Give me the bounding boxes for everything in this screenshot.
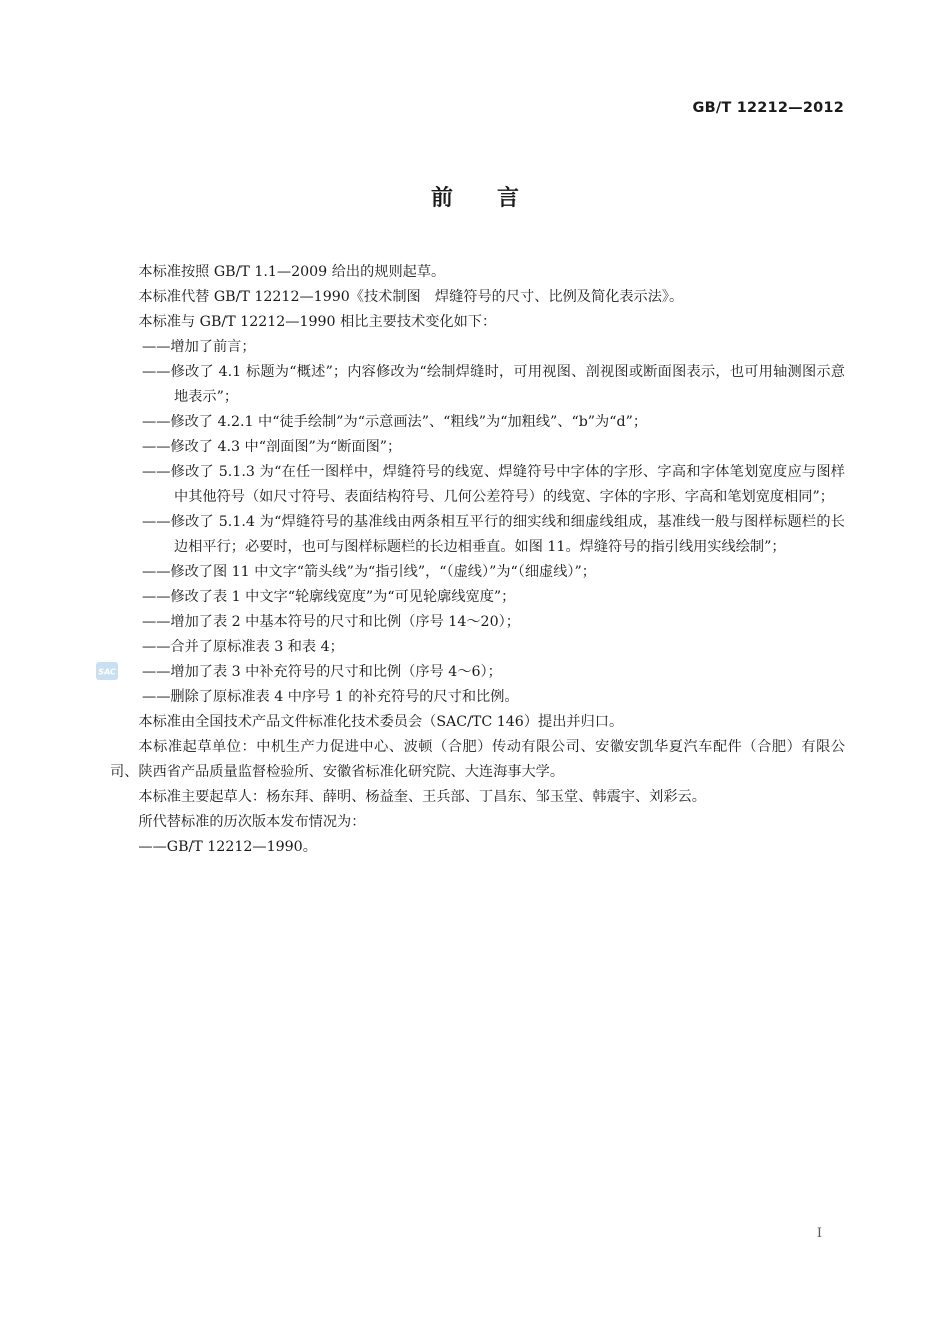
change-item: ——合并了原标准表 3 和表 4； — [142, 639, 344, 655]
history-item: ——GB/T 12212—1990。 — [138, 839, 317, 855]
svg-text:SAC: SAC — [98, 667, 116, 677]
change-item: ——修改了 4.2.1 中“徒手绘制”为“示意画法”、“粗线”为“加粗线”、“b”为“d”； — [142, 414, 648, 430]
change-item: ——删除了原标准表 4 中序号 1 的补充符号的尺寸和比例。 — [142, 689, 519, 705]
change-item: ——增加了表 3 中补充符号的尺寸和比例（序号 4～6）； — [142, 664, 502, 680]
change-item: ——修改了 5.1.4 为“焊缝符号的基准线由两条相互平行的细实线和细虚线组成，基准线一般与图样标题栏的长边相平行；必要时，也可与图样标题栏的长边相垂直。如图 11。焊缝符号的指引线用实线绘制”； — [142, 514, 845, 555]
change-item: ——修改了表 1 中文字“轮廓线宽度”为“可见轮廓线宽度”； — [142, 589, 516, 605]
intro-paragraph: 本标准与 GB/T 12212—1990 相比主要技术变化如下： — [138, 314, 497, 330]
change-item: ——修改了 4.3 中“剖面图”为“断面图”； — [142, 439, 402, 455]
page-number: I — [816, 1226, 822, 1241]
closing-paragraph: 本标准起草单位：中机生产力促进中心、波顿（合肥）传动有限公司、安徽安凯华夏汽车配件（合肥）有限公司、陕西省产品质量监督检验所、安徽省标准化研究院、大连海事大学。 — [110, 739, 845, 780]
closing-paragraph: 本标准由全国技术产品文件标准化技术委员会（SAC/TC 146）提出并归口。 — [138, 714, 624, 730]
intro-paragraph: 本标准按照 GB/T 1.1—2009 给出的规则起草。 — [138, 264, 446, 280]
closing-paragraph: 本标准主要起草人：杨东拜、薛明、杨益奎、王兵部、丁昌东、邹玉堂、韩震宇、刘彩云。 — [138, 789, 706, 805]
change-item: ——修改了 4.1 标题为“概述”；内容修改为“绘制焊缝时，可用视图、剖视图或断面图表示，也可用轴测图示意地表示”； — [142, 364, 845, 405]
page-title: 前言 — [430, 186, 563, 211]
change-item: ——修改了图 11 中文字“箭头线”为“指引线”，“（虚线）”为“（细虚线）”； — [142, 564, 596, 580]
change-item: ——增加了表 2 中基本符号的尺寸和比例（序号 14～20）； — [142, 614, 520, 630]
change-item: ——修改了 5.1.3 为“在任一图样中，焊缝符号的线宽、焊缝符号中字体的字形、字高和字体笔划宽度应与图样中其他符号（如尺寸符号、表面结构符号、几何公差符号）的线宽、字体的字形、字高和笔划宽度相同”； — [142, 464, 845, 505]
standard-number: GB/T 12212—2012 — [692, 100, 844, 116]
change-item: ——增加了前言； — [142, 339, 256, 355]
closing-paragraph: 所代替标准的历次版本发布情况为： — [138, 814, 366, 830]
intro-paragraph: 本标准代替 GB/T 12212—1990《技术制图 焊缝符号的尺寸、比例及简化表示法》。 — [138, 289, 684, 305]
document-body — [110, 260, 845, 860]
